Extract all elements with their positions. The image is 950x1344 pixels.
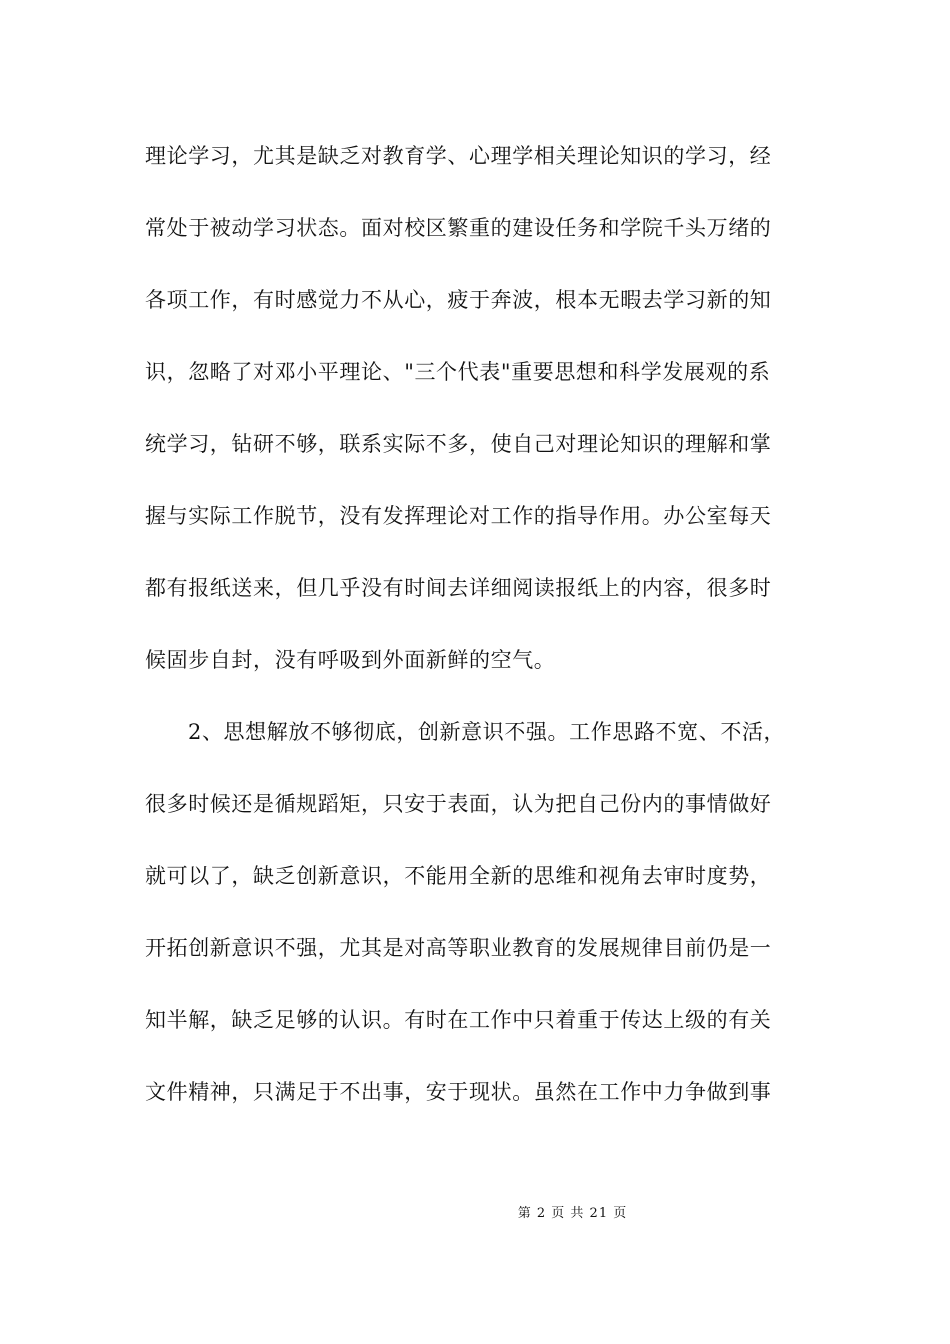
body-text-line-11: 就可以了，缺乏创新意识，不能用全新的思维和视角去审时度势， <box>145 864 772 888</box>
body-text-line-7: 都有报纸送来，但几乎没有时间去详细阅读报纸上的内容，很多时 <box>145 576 772 600</box>
body-text-line-4: 识，忽略了对邓小平理论、"三个代表"重要思想和科学发展观的系 <box>145 360 771 384</box>
body-text-line-6: 握与实际工作脱节，没有发挥理论对工作的指导作用。办公室每天 <box>145 504 772 528</box>
body-text-line-13: 知半解，缺乏足够的认识。有时在工作中只着重于传达上级的有关 <box>145 1008 772 1032</box>
body-text-line-14: 文件精神，只满足于不出事，安于现状。虽然在工作中力争做到事 <box>145 1080 772 1104</box>
page-number-footer: 第 2 页 共 21 页 <box>517 1206 628 1221</box>
body-text-line-3: 各项工作，有时感觉力不从心，疲于奔波，根本无暇去学习新的知 <box>145 288 772 312</box>
body-text-line-2: 常处于被动学习状态。面对校区繁重的建设任务和学院千头万绪的 <box>145 216 772 240</box>
body-text-line-10: 很多时候还是循规蹈矩，只安于表面，认为把自己份内的事情做好 <box>145 792 772 816</box>
body-text-line-1: 理论学习，尤其是缺乏对教育学、心理学相关理论知识的学习，经 <box>145 144 772 168</box>
body-text-line-8: 候固步自封，没有呼吸到外面新鲜的空气。 <box>145 648 556 672</box>
body-text-line-5: 统学习，钻研不够，联系实际不多，使自己对理论知识的理解和掌 <box>145 432 772 456</box>
body-text-line-9: 2、思想解放不够彻底，创新意识不强。工作思路不宽、不活， <box>188 720 786 744</box>
body-text-line-12: 开拓创新意识不强，尤其是对高等职业教育的发展规律目前仍是一 <box>145 936 772 960</box>
